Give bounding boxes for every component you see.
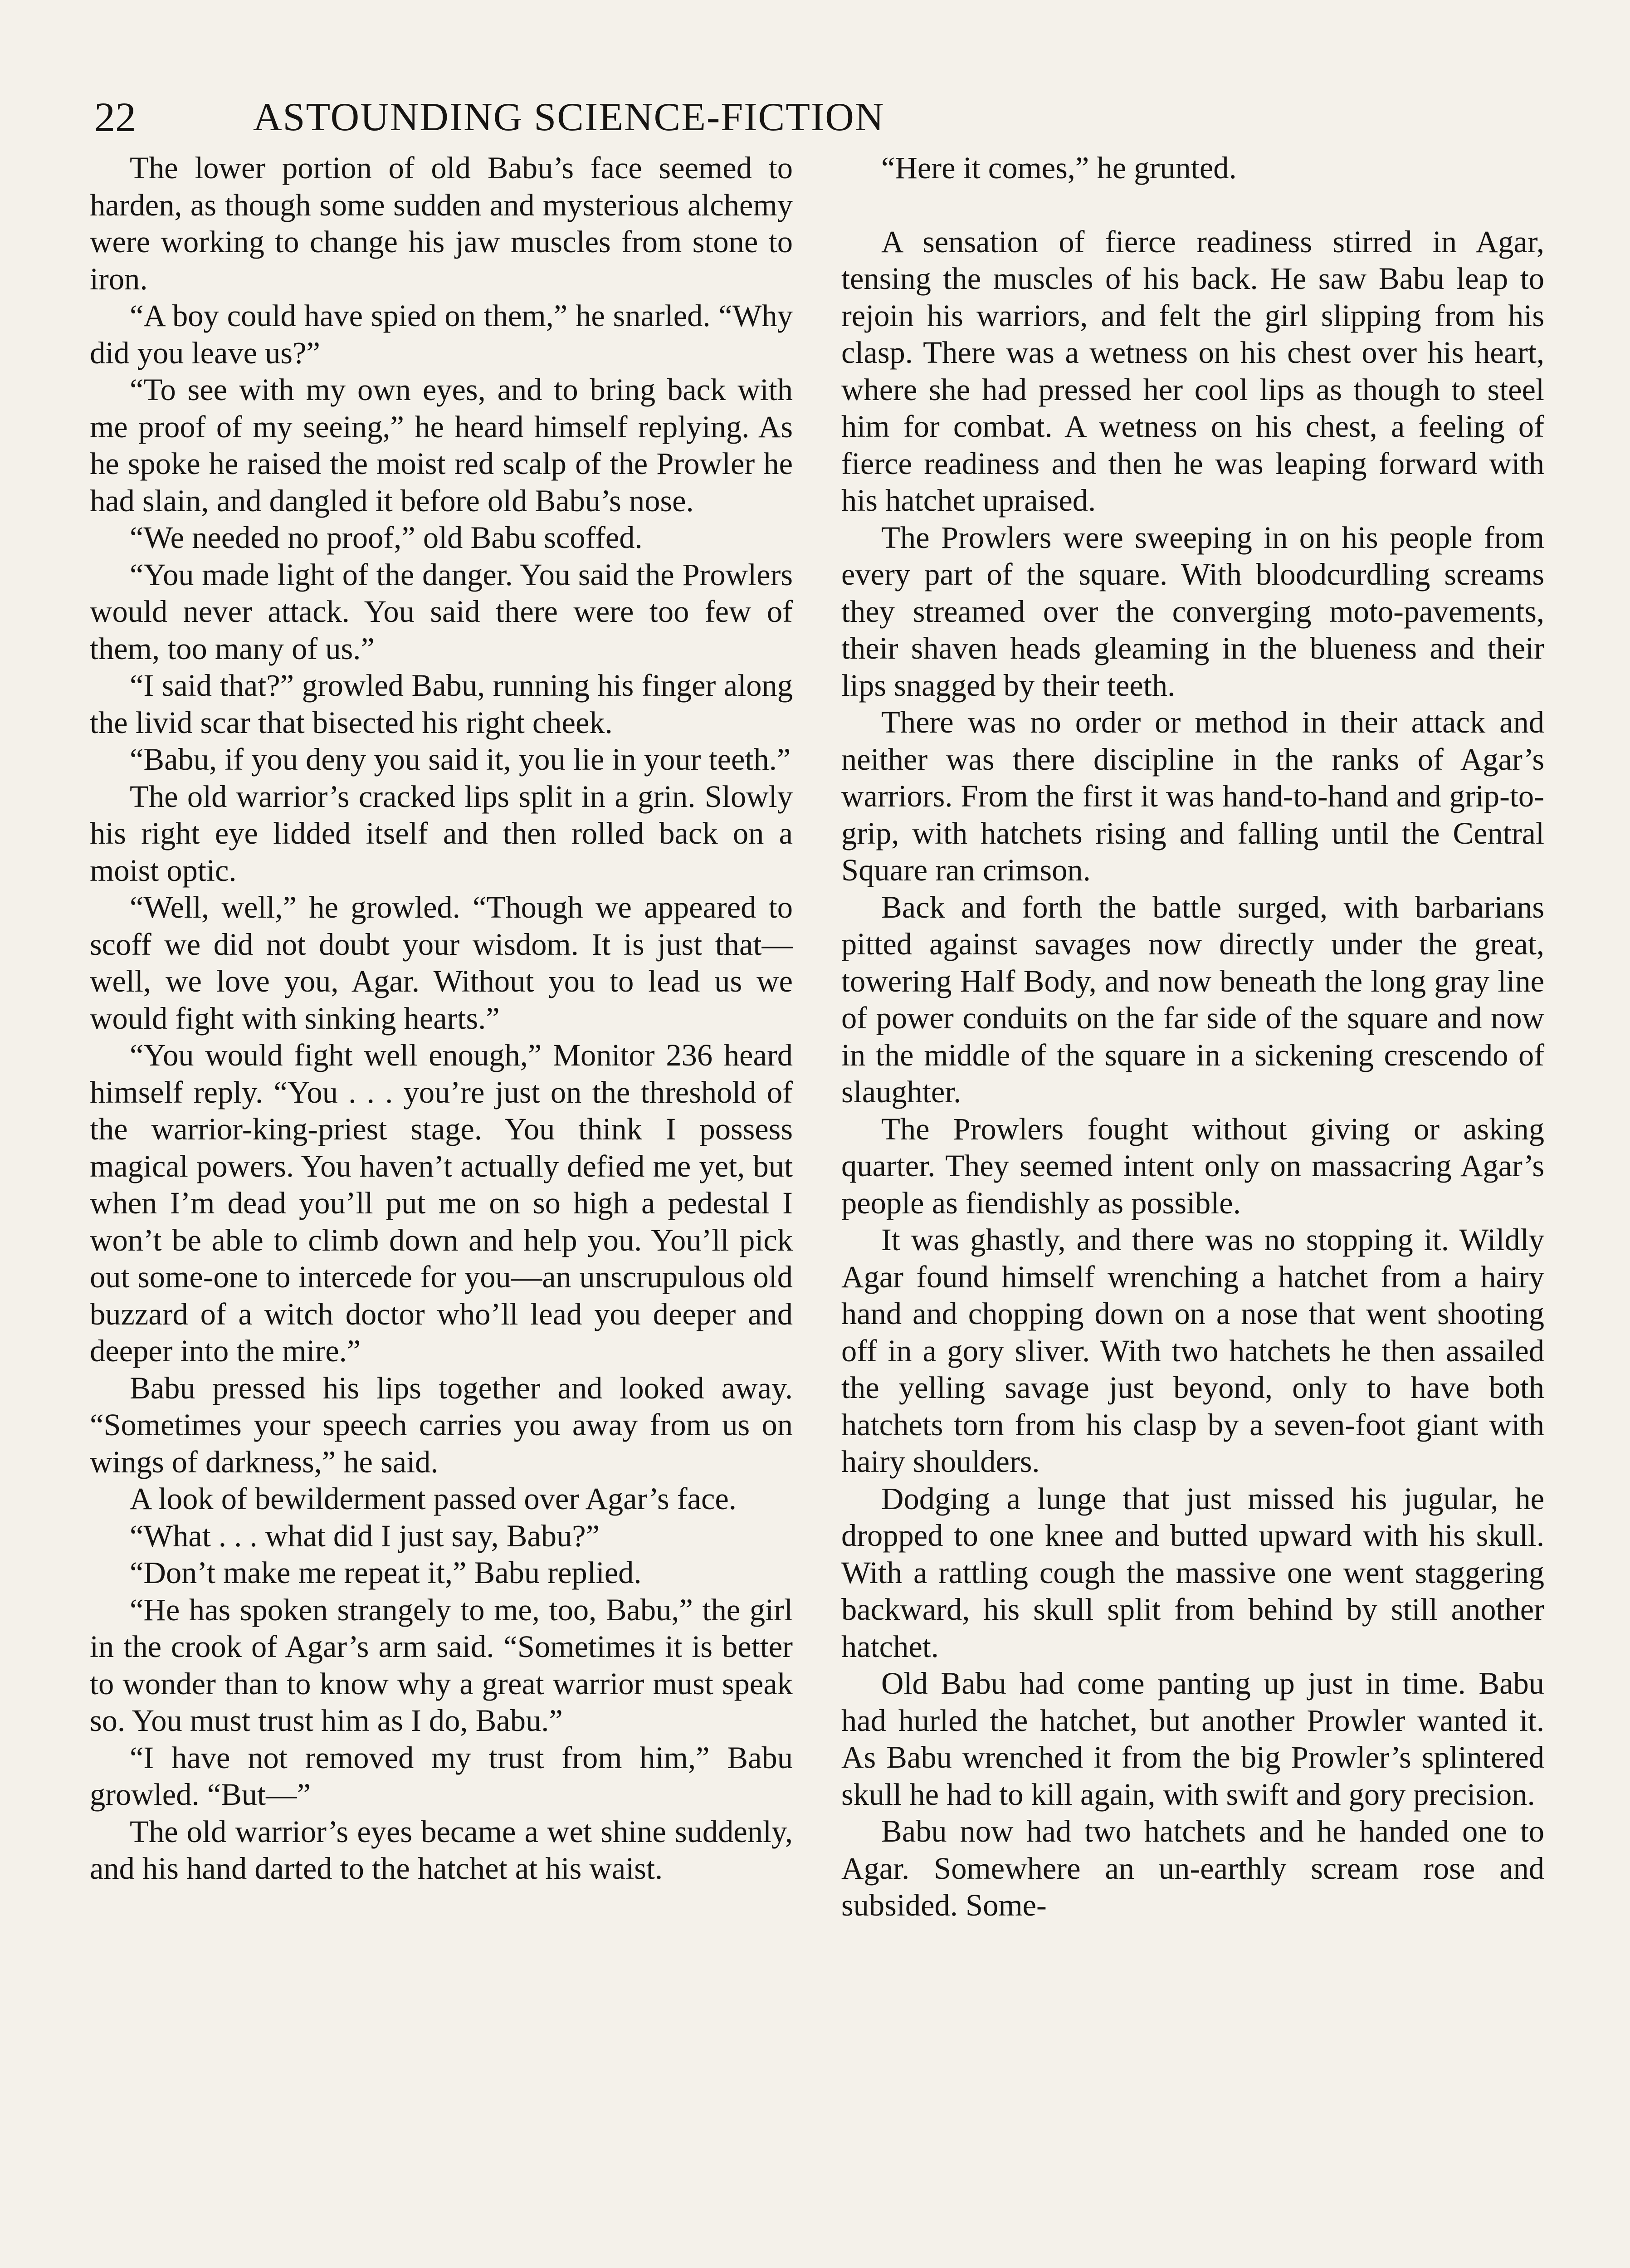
page-number: 22	[94, 94, 136, 140]
paragraph: There was no order or method in their attack and neither was there discipline in the ranks of Agar’s warriors. From the first it was hand-to-hand and grip-to-grip, with hatchets rising and falling until the Central Square ran crimson.	[841, 705, 1544, 887]
paragraph: “Babu, if you deny you said it, you lie in your teeth.”	[130, 742, 791, 777]
paragraph: “He has spoken strangely to me, too, Babu,” the girl in the crook of Agar’s arm said. “Sometimes it is better to wonder than to know why a great warrior must speak so. You must trust him as I do, Babu.”	[90, 1592, 793, 1738]
paragraph: “You made light of the danger. You said the Prowlers would never attack. You said there were too few of them, too many of us.”	[90, 557, 793, 666]
paragraph: “Don’t make me repeat it,” Babu replied.	[130, 1555, 642, 1590]
paragraph: Dodging a lunge that just missed his jugular, he dropped to one knee and butted upward with his skull. With a rattling cough the massive one went staggering backward, his skull split from behind by still another hatchet.	[841, 1481, 1544, 1664]
paragraph: Babu pressed his lips together and looked away. “Sometimes your speech carries you away from us on wings of darkness,” he said.	[90, 1370, 793, 1479]
paragraph: Old Babu had come panting up just in time. Babu had hurled the hatchet, but another Prowler wanted it. As Babu wrenched it from the big Prowler’s splintered skull he had to kill again, with swift and gory precision.	[841, 1666, 1544, 1812]
paragraph: Back and forth the battle surged, with barbarians pitted against savages now directly under the great, towering Half Body, and now beneath the long gray line of power conduits on the far side of the square and now in the middle of the square in a sickening crescendo of slaughter.	[841, 890, 1544, 1109]
paragraph: The old warrior’s eyes became a wet shine suddenly, and his hand darted to the hatchet at his waist.	[90, 1814, 793, 1886]
paragraph: “Well, well,” he growled. “Though we appeared to scoff we did not doubt your wisdom. It is just that—well, we love you, Agar. Without you to lead us we would fight with sinking hearts.”	[90, 890, 793, 1036]
paragraph: The old warrior’s cracked lips split in a grin. Slowly his right eye lidded itself and then rolled back on a moist optic.	[90, 779, 793, 888]
right-column	[841, 150, 1544, 1924]
left-column	[90, 150, 793, 1887]
paragraph: “You would fight well enough,” Monitor 236 heard himself reply. “You . . . you’re just on the threshold of the warrior-king-priest stage. You think I possess magical powers. You haven’t actually defied me yet, but when I’m dead you’ll put me on so high a pedestal I won’t be able to climb down and help you. You’ll pick out some-one to intercede for you—an unscrupulous old buzzard of a witch doctor who’ll lead you deeper and deeper into the mire.”	[90, 1038, 793, 1368]
paragraph: The Prowlers were sweeping in on his people from every part of the square. With bloodcurdling screams they streamed over the converging moto-pavements, their shaven heads gleaming in the blueness and their lips snagged by their teeth.	[841, 520, 1544, 703]
paragraph: The lower portion of old Babu’s face seemed to harden, as though some sudden and mysterious alchemy were working to change his jaw muscles from stone to iron.	[90, 151, 793, 296]
paragraph: Babu now had two hatchets and he handed one to Agar. Somewhere an un-earthly scream rose and subsided. Some-	[841, 1814, 1544, 1922]
paragraph: “Here it comes,” he grunted.	[881, 151, 1237, 185]
paragraph: The Prowlers fought without giving or asking quarter. They seemed intent only on massacring Agar’s people as fiendishly as possible.	[841, 1111, 1544, 1220]
paragraph: “To see with my own eyes, and to bring back with me proof of my seeing,” he heard himself replying. As he spoke he raised the moist red scalp of the Prowler he had slain, and dangled it before old Babu’s nose.	[90, 372, 793, 518]
paragraph: It was ghastly, and there was no stopping it. Wildly Agar found himself wrenching a hatchet from a hairy hand and chopping down on a nose that went shooting off in a gory sliver. With two hatchets he then assailed the yelling savage just beyond, only to have both hatchets torn from his clasp by a seven-foot giant with hairy shoulders.	[841, 1222, 1544, 1479]
paragraph: “What . . . what did I just say, Babu?”	[130, 1518, 600, 1553]
paragraph: “I said that?” growled Babu, running his finger along the livid scar that bisected his right cheek.	[90, 668, 793, 740]
page-header	[94, 85, 1165, 149]
paragraph: “We needed no proof,” old Babu scoffed.	[130, 520, 643, 555]
paragraph: A look of bewilderment passed over Agar’s face.	[130, 1481, 737, 1516]
running-title: ASTOUNDING SCIENCE-FICTION	[253, 95, 885, 139]
paragraph: “A boy could have spied on them,” he snarled. “Why did you leave us?”	[90, 298, 793, 370]
paragraph: A sensation of fierce readiness stirred in Agar, tensing the muscles of his back. He saw Babu leap to rejoin his warriors, and felt the girl slipping from his clasp. There was a wetness on his chest over his heart, where she had pressed her cool lips as though to steel him for combat. A wetness on his chest, a feeling of fierce readiness and then he was leaping forward with his hatchet upraised.	[841, 224, 1544, 518]
paragraph: “I have not removed my trust from him,” Babu growled. “But—”	[90, 1740, 793, 1812]
